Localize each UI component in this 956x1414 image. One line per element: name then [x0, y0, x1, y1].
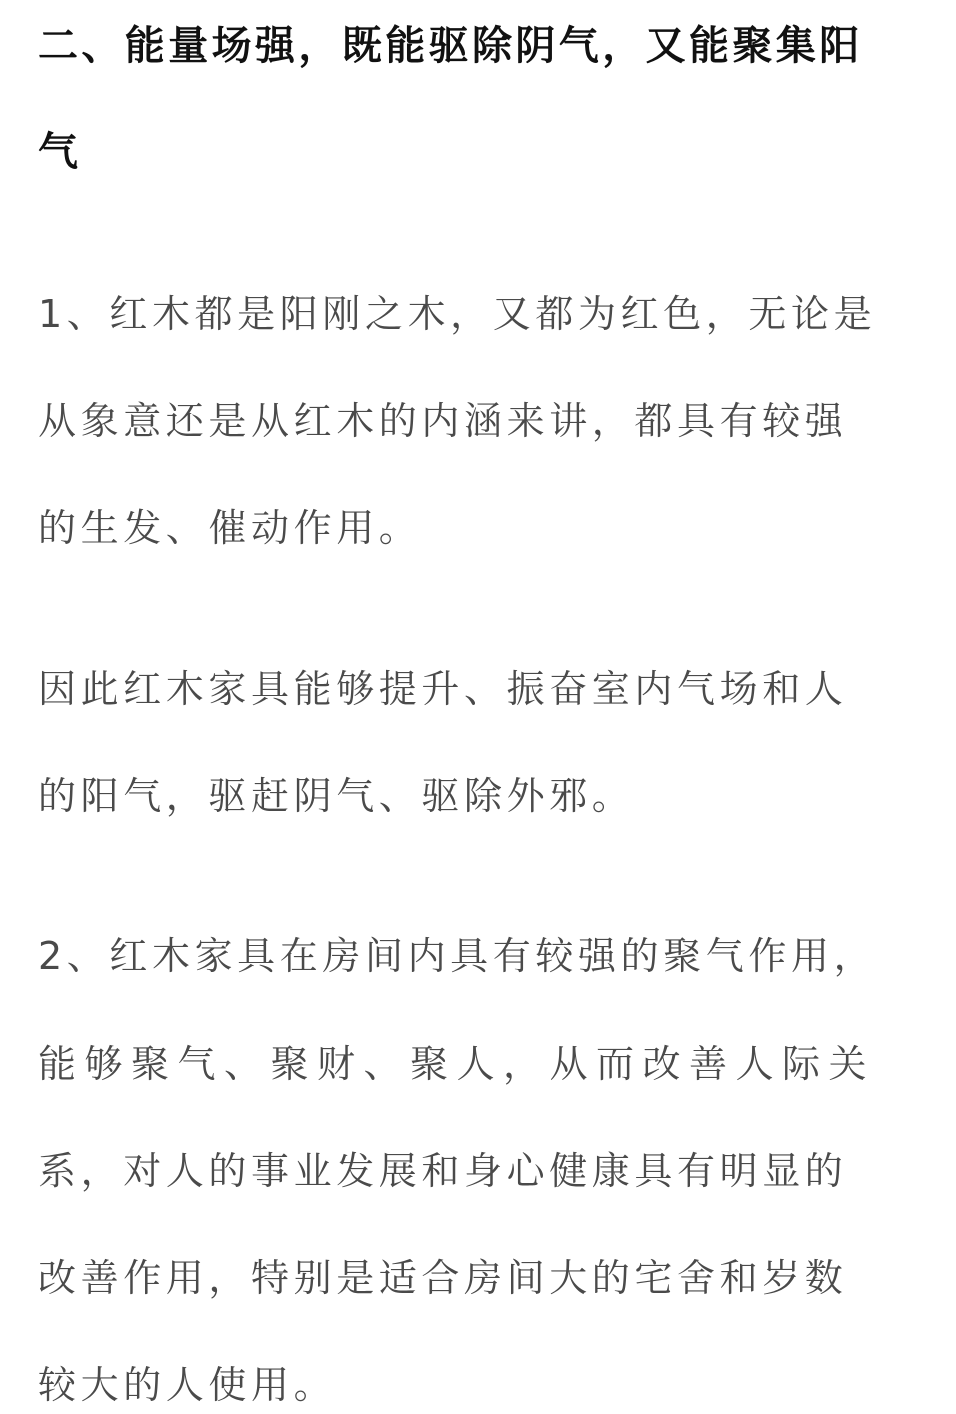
- paragraph-3-line-5: 较大的人使用。: [38, 1363, 337, 1407]
- paragraph-2-line-1: 因此红木家具能够提升、振奋室内气场和人: [38, 667, 848, 711]
- paragraph-3-line-2: 能够聚气、聚财、聚人，从而改善人际关: [38, 1042, 876, 1086]
- paragraph-1-line-1: 1、红木都是阳刚之木，又都为红色，无论是: [38, 292, 877, 336]
- section-heading-line-1: 二、能量场强，既能驱除阴气，又能聚集阳: [38, 23, 863, 69]
- paragraph-2-line-2: 的阳气，驱赶阴气、驱除外邪。: [38, 774, 635, 818]
- paragraph-3-line-1: 2、红木家具在房间内具有较强的聚气作用，: [38, 934, 877, 978]
- paragraph-3-line-3: 系，对人的事业发展和身心健康具有明显的: [38, 1149, 848, 1193]
- paragraph-3-line-4: 改善作用，特别是适合房间大的宅舍和岁数: [38, 1256, 848, 1300]
- paragraph-1-line-3: 的生发、催动作用。: [38, 506, 422, 550]
- paragraph-1-line-2: 从象意还是从红木的内涵来讲，都具有较强: [38, 399, 848, 443]
- section-heading-line-2: 气: [38, 129, 82, 175]
